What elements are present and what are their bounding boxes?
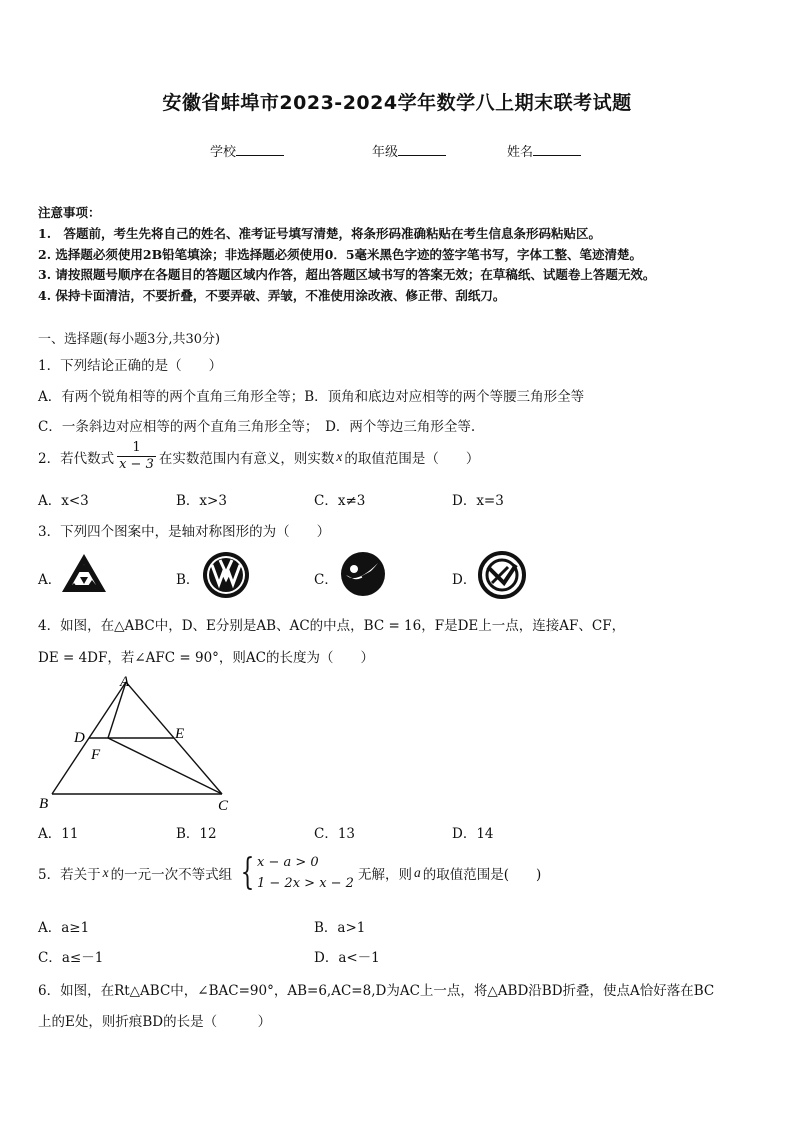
grade-blank[interactable] bbox=[398, 143, 446, 156]
point-label: A bbox=[120, 674, 130, 690]
question-4-line1: 4．如图，在△ABC中，D、E分别是AB、AC的中点，BC = 16，F是DE上一点，连接AF、CF， bbox=[38, 618, 626, 634]
question-6-line1: 6．如图，在Rt△ABC中，∠BAC=90°，AB=6,AC=8,D为AC上一点，将△ABD沿BD折叠，使点A恰好落在BC bbox=[38, 983, 715, 999]
fraction-numerator: 1 bbox=[132, 440, 141, 455]
question-6-line2: 上的E处，则折痕BD的长是（ ） bbox=[38, 1014, 272, 1030]
option-d[interactable]: D．a<－1 bbox=[314, 950, 380, 966]
school-label: 学校 bbox=[210, 145, 237, 160]
option-d[interactable]: D．x=3 bbox=[452, 493, 504, 509]
inequality-line: 1 − 2x > x − 2 bbox=[257, 876, 354, 891]
note-item: 1. 答题前，考生先将自己的姓名、准考证号填写清楚，将条形码准确粘贴在考生信息条形码粘贴区。 bbox=[38, 226, 602, 241]
option-c[interactable]: C．13 bbox=[314, 826, 356, 842]
fraction-denominator: x − 3 bbox=[119, 457, 154, 472]
question-3-stem: 3．下列四个图案中，是轴对称图形的为（ ） bbox=[38, 524, 331, 540]
option-a[interactable]: A． bbox=[38, 572, 62, 588]
option-d[interactable]: D． bbox=[452, 572, 477, 588]
question-4-line2: DE = 4DF，若∠AFC = 90°，则AC的长度为（ ） bbox=[38, 650, 375, 666]
point-label: E bbox=[175, 726, 185, 742]
circle-emblem-icon[interactable] bbox=[478, 551, 526, 599]
notes-heading: 注意事项： bbox=[38, 205, 101, 220]
q2-post2: 的取值范围是（ ） bbox=[344, 450, 480, 467]
question-1-stem: 1．下列结论正确的是（ ） bbox=[38, 358, 223, 374]
option-a[interactable]: A．11 bbox=[38, 826, 79, 842]
option-c[interactable]: C．a≤－1 bbox=[38, 950, 104, 966]
option-c[interactable]: C．x≠3 bbox=[314, 493, 366, 509]
note-item: 2. 选择题必须使用2B铅笔填涂；非选择题必须使用0．5毫米黑色字迹的签字笔书写，字体工整、笔迹清楚。 bbox=[38, 247, 643, 262]
triangle-figure bbox=[34, 672, 244, 814]
q5-post2: 的取值范围是( ) bbox=[422, 867, 542, 883]
brace: { bbox=[240, 852, 255, 893]
question-2-stem bbox=[38, 440, 479, 473]
fraction bbox=[117, 440, 156, 473]
question-1-options-ab: A．有两个锐角相等的两个直角三角形全等；B．顶角和底边对应相等的两个等腰三角形全等 bbox=[38, 389, 585, 405]
q2-post: 在实数范围内有意义，则实数 bbox=[158, 450, 335, 467]
swoosh-logo-icon[interactable] bbox=[340, 551, 386, 597]
name-label: 姓名 bbox=[507, 145, 534, 160]
point-label: D bbox=[74, 730, 85, 746]
q2-pre: 2．若代数式 bbox=[38, 450, 115, 467]
note-item: 3. 请按照题号顺序在各题目的答题区域内作答，超出答题区域书写的答案无效；在草稿纸、试题卷上答题无效。 bbox=[38, 267, 656, 282]
q5-var: x bbox=[102, 865, 109, 880]
option-b[interactable]: B．a>1 bbox=[314, 920, 366, 936]
section-heading: 一、选择题(每小题3分,共30分) bbox=[38, 332, 221, 347]
vw-logo-icon[interactable] bbox=[202, 551, 250, 599]
q2-var: x bbox=[336, 448, 343, 464]
q5-pre: 5．若关于 bbox=[38, 867, 101, 883]
question-1-options-cd: C．一条斜边对应相等的两个直角三角形全等； D．两个等边三角形全等. bbox=[38, 419, 476, 435]
option-b[interactable]: B．x>3 bbox=[176, 493, 227, 509]
inequality-system bbox=[236, 852, 354, 894]
school-field[interactable] bbox=[210, 141, 284, 160]
option-d[interactable]: D．14 bbox=[452, 826, 494, 842]
option-c[interactable]: C． bbox=[314, 572, 338, 588]
exam-title: 安徽省蚌埠市2023-2024学年数学八上期末联考试题 bbox=[162, 92, 632, 114]
q5-mid: 的一元一次不等式组 bbox=[110, 867, 233, 883]
point-label: F bbox=[91, 747, 101, 763]
note-item: 4. 保持卡面清洁，不要折叠，不要弄破、弄皱，不准使用涂改液、修正带、刮纸刀。 bbox=[38, 288, 506, 303]
inequality-line: x − a > 0 bbox=[257, 855, 319, 870]
question-5-stem bbox=[38, 852, 541, 894]
school-blank[interactable] bbox=[236, 143, 284, 156]
recycle-logo-icon[interactable] bbox=[60, 552, 108, 596]
q5-post: 无解，则 bbox=[357, 867, 412, 883]
option-b[interactable]: B．12 bbox=[176, 826, 217, 842]
q5-var2: a bbox=[413, 865, 421, 880]
point-label: C bbox=[218, 798, 229, 814]
grade-field[interactable] bbox=[372, 141, 446, 160]
option-a[interactable]: A．x<3 bbox=[38, 493, 89, 509]
point-label: B bbox=[39, 796, 49, 812]
grade-label: 年级 bbox=[372, 145, 399, 160]
name-blank[interactable] bbox=[533, 143, 581, 156]
name-field[interactable] bbox=[507, 141, 581, 160]
option-a[interactable]: A．a≥1 bbox=[38, 920, 90, 936]
option-b[interactable]: B． bbox=[176, 572, 200, 588]
